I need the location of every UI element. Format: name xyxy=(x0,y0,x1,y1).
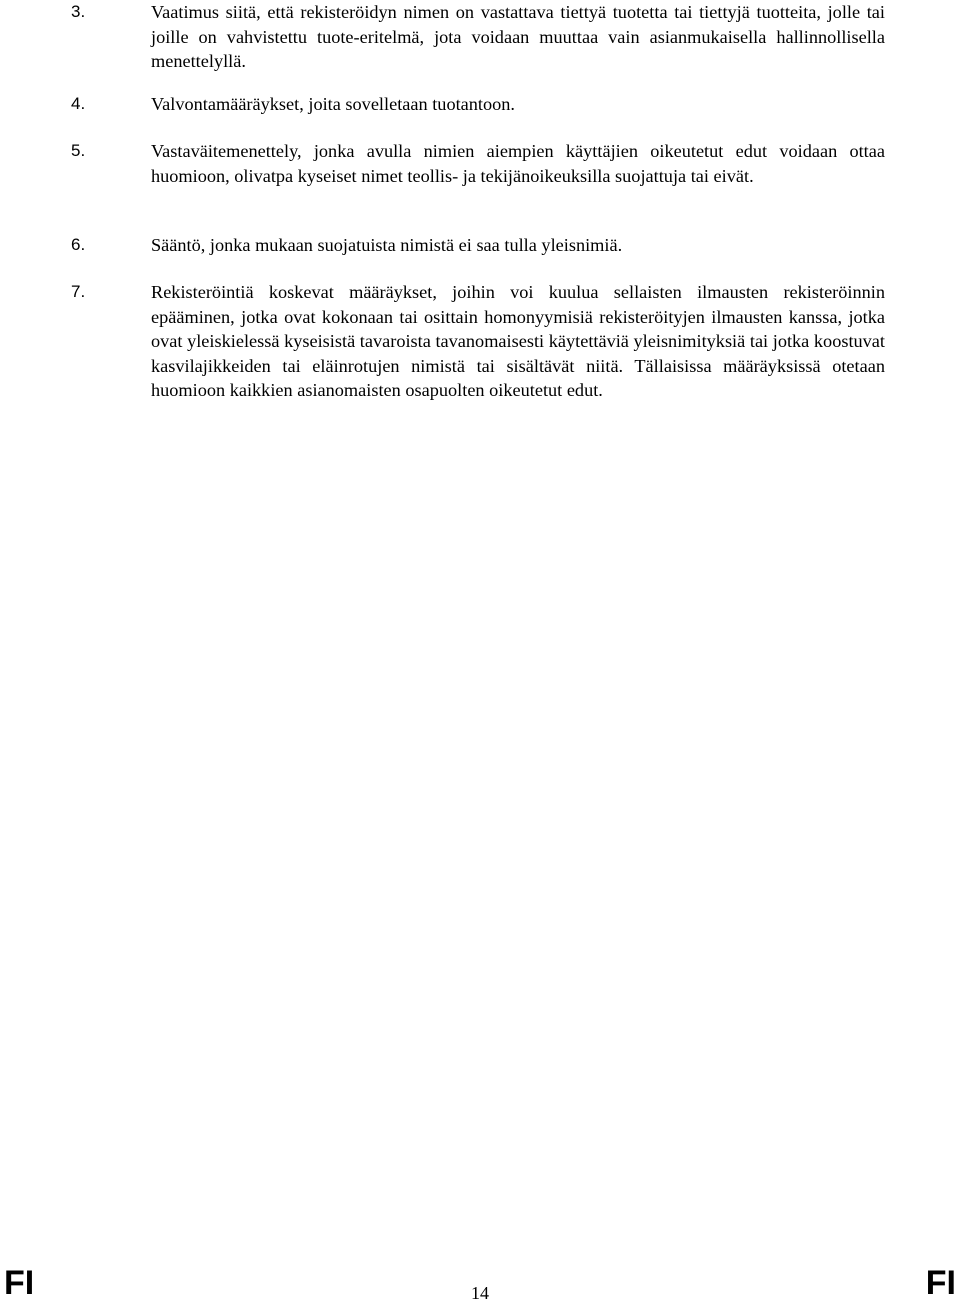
item-text: Vaatimus siitä, että rekisteröidyn nimen on vastattava tiettyä tuotetta tai tiettyjä tuotteita, jolle tai joille on vahvistettu tuote-eritelmä, jota voidaan muuttaa vain asianmukaisella hallinnollisella menettelyllä. xyxy=(151,2,885,72)
item-text: Rekisteröintiä koskevat määräykset, joihin voi kuulua sellaisten ilmausten rekisteröinnin epääminen, jotka ovat kokonaan tai osittain homonyymisiä rekisteröityjen ilmausten kanssa, jotka ovat yleiskielessä kyseisistä tavaroista tavanomaisesti käytettäviä yleisnimityksiä tai jotka koostuvat kasvilajikkeiden tai eläinrotujen nimistä tai sisältävät niitä. Tällaisissa määräyksissä otetaan huomioon kaikkien asianomaisten osapuolten oikeutetut edut. xyxy=(151,282,885,401)
page-number: 14 xyxy=(471,1283,489,1303)
footer-language-left: FI xyxy=(4,1264,35,1302)
item-text: Sääntö, jonka mukaan suojatuista nimistä ei saa tulla yleisnimiä. xyxy=(151,235,623,255)
footer-language-right: FI xyxy=(925,1264,956,1302)
item-number: 7. xyxy=(71,282,86,301)
item-number: 4. xyxy=(71,94,86,113)
item-number: 5. xyxy=(71,141,86,160)
item-number: 3. xyxy=(71,2,86,21)
item-number: 6. xyxy=(71,235,86,254)
item-text: Vastaväitemenettely, jonka avulla nimien aiempien käyttäjien oikeutetut edut voidaan ottaa huomioon, olivatpa kyseiset nimet teollis- ja tekijänoikeuksilla suojattuja tai eivät. xyxy=(151,141,885,186)
item-text: Valvontamääräykset, joita sovelletaan tuotantoon. xyxy=(151,94,515,114)
